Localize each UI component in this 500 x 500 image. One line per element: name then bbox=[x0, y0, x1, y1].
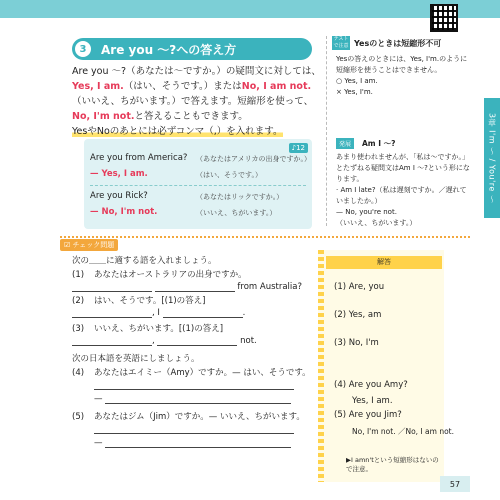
dash: — bbox=[94, 438, 103, 448]
explanation-text bbox=[72, 64, 322, 139]
blank-input[interactable] bbox=[94, 380, 294, 390]
question-1 bbox=[72, 268, 247, 280]
explanation-part: （はい、そうです。）または bbox=[123, 81, 242, 92]
answer-line-5b bbox=[94, 438, 291, 448]
example-en: Are you from America? bbox=[90, 153, 188, 163]
question-prompt: はい、そうです。[(1)の答え] bbox=[94, 296, 206, 306]
question-tail: from Australia? bbox=[237, 282, 302, 292]
example-jp: （あなたはリックですか。） bbox=[196, 193, 284, 201]
question-5 bbox=[72, 410, 305, 422]
advanced-text: あまり使われませんが、「私は〜ですか。」とたずねる疑問文はAm I 〜?という形になります。 bbox=[336, 153, 470, 183]
section-header bbox=[72, 38, 312, 60]
answer-line-3: , not. bbox=[72, 336, 257, 346]
blank-input[interactable] bbox=[72, 336, 152, 346]
answer-1: (1) Are, you bbox=[334, 282, 385, 292]
instruction-2: 次の日本語を英語にしましょう。 bbox=[72, 354, 200, 364]
tip-title: Yesのときは短縮形不可 bbox=[354, 39, 442, 48]
advanced-example: — No, you're not. bbox=[336, 208, 397, 216]
blank-input[interactable] bbox=[72, 308, 152, 318]
answer-yes: Yes, I am. bbox=[72, 81, 124, 92]
tip-text: Yesの答えのときには、Yes, I'm.のように短縮形を使うことはできません。 bbox=[336, 55, 468, 74]
explanation-part: （いいえ、ちがいます。）で答えます。短縮形を使って、 bbox=[72, 96, 314, 107]
answer-4b: Yes, I am. bbox=[352, 396, 393, 406]
top-color-bar bbox=[0, 0, 500, 18]
section-title: Are you 〜?への答え方 bbox=[101, 42, 237, 57]
answer-line-4b bbox=[94, 394, 291, 404]
answer-5a: (5) Are you Jim? bbox=[334, 410, 402, 420]
answer-no-short: No, I'm not. bbox=[72, 111, 135, 122]
blank-input[interactable] bbox=[163, 308, 243, 318]
tip-body bbox=[336, 54, 468, 98]
example-jp: （いいえ、ちがいます。） bbox=[196, 209, 277, 217]
answer-heading: 解答 bbox=[326, 256, 442, 269]
example-jp: （あなたはアメリカの出身ですか。） bbox=[196, 155, 312, 163]
answer-5b: No, I'm not. ／No, I am not. bbox=[352, 427, 454, 436]
question-number: (4) bbox=[72, 368, 85, 378]
answer-no: No, I am not. bbox=[241, 81, 312, 92]
answer-2: (2) Yes, am bbox=[334, 310, 382, 320]
blank-input[interactable] bbox=[94, 424, 294, 434]
explanation-part: Are you 〜?（あなたは〜ですか。）の疑問文に対しては、 bbox=[72, 66, 321, 77]
answer-line-2: , I . bbox=[72, 308, 245, 318]
tip-ng: × Yes, I'm. bbox=[336, 88, 373, 96]
column-divider bbox=[326, 36, 327, 226]
advanced-example: · Am I late?（私は遅刻ですか。／遅れていましたか。） bbox=[336, 186, 467, 205]
qr-code-icon[interactable] bbox=[430, 4, 458, 32]
question-prompt: あなたはジム（Jim）ですか。— いいえ、ちがいます。 bbox=[94, 412, 305, 422]
dash: — bbox=[94, 394, 103, 404]
instruction-1: 次の＿＿に適する語を入れましょう。 bbox=[72, 256, 217, 266]
answer-line-1 bbox=[72, 282, 302, 292]
tip-ok: ○ Yes, I am. bbox=[336, 77, 378, 85]
answer-note: ▶I amn'tという短縮形はないので注意。 bbox=[346, 456, 439, 473]
check-tag: ☑ チェック問題 bbox=[60, 239, 118, 251]
answer-line-5a bbox=[94, 424, 294, 434]
question-prompt: あなたはオーストラリアの出身ですか。 bbox=[94, 270, 247, 280]
answer-4a: (4) Are you Amy? bbox=[334, 380, 408, 390]
section-number: 3 bbox=[73, 39, 93, 59]
advanced-body bbox=[336, 152, 472, 229]
comma-note: YesやNoのあとには必ずコンマ（,）を入れます。 bbox=[72, 126, 283, 137]
question-tail: not. bbox=[240, 336, 257, 346]
example-en: — Yes, I am. bbox=[90, 169, 148, 179]
question-number: (1) bbox=[72, 270, 85, 280]
chapter-side-tab[interactable]: 3章 I'm 〜 / You're 〜 bbox=[484, 98, 500, 218]
advanced-tag: 発展 bbox=[336, 138, 354, 149]
example-en: — No, I'm not. bbox=[90, 207, 158, 217]
advanced-title: Am I 〜? bbox=[362, 139, 396, 148]
blank-input[interactable] bbox=[105, 394, 291, 404]
question-prompt: あなたはエイミー（Amy）ですか。— はい、そうです。 bbox=[94, 368, 311, 378]
explanation-part: と答えることもできます。 bbox=[134, 111, 248, 122]
question-2 bbox=[72, 294, 206, 306]
question-3 bbox=[72, 322, 223, 334]
question-mid: , I bbox=[152, 308, 160, 318]
blank-input[interactable] bbox=[157, 336, 237, 346]
question-number: (5) bbox=[72, 412, 85, 422]
check-divider bbox=[60, 236, 470, 238]
audio-track-tag[interactable]: ♪12 bbox=[289, 143, 308, 153]
advanced-example: （いいえ、ちがいます。） bbox=[336, 219, 417, 227]
page-number: 57 bbox=[440, 476, 470, 492]
question-prompt: いいえ、ちがいます。[(1)の答え] bbox=[94, 324, 224, 334]
question-number: (3) bbox=[72, 324, 85, 334]
divider bbox=[90, 185, 306, 186]
answer-line-4a bbox=[94, 380, 294, 390]
question-4 bbox=[72, 366, 311, 378]
example-jp: （はい、そうです。） bbox=[196, 171, 262, 179]
blank-input[interactable] bbox=[155, 282, 235, 292]
blank-input[interactable] bbox=[72, 282, 152, 292]
answer-3: (3) No, I'm bbox=[334, 338, 379, 348]
example-box bbox=[84, 139, 312, 229]
example-en: Are you Rick? bbox=[90, 191, 148, 201]
blank-input[interactable] bbox=[105, 438, 291, 448]
test-caution-tag: テストで注意 bbox=[333, 36, 349, 49]
question-number: (2) bbox=[72, 296, 85, 306]
